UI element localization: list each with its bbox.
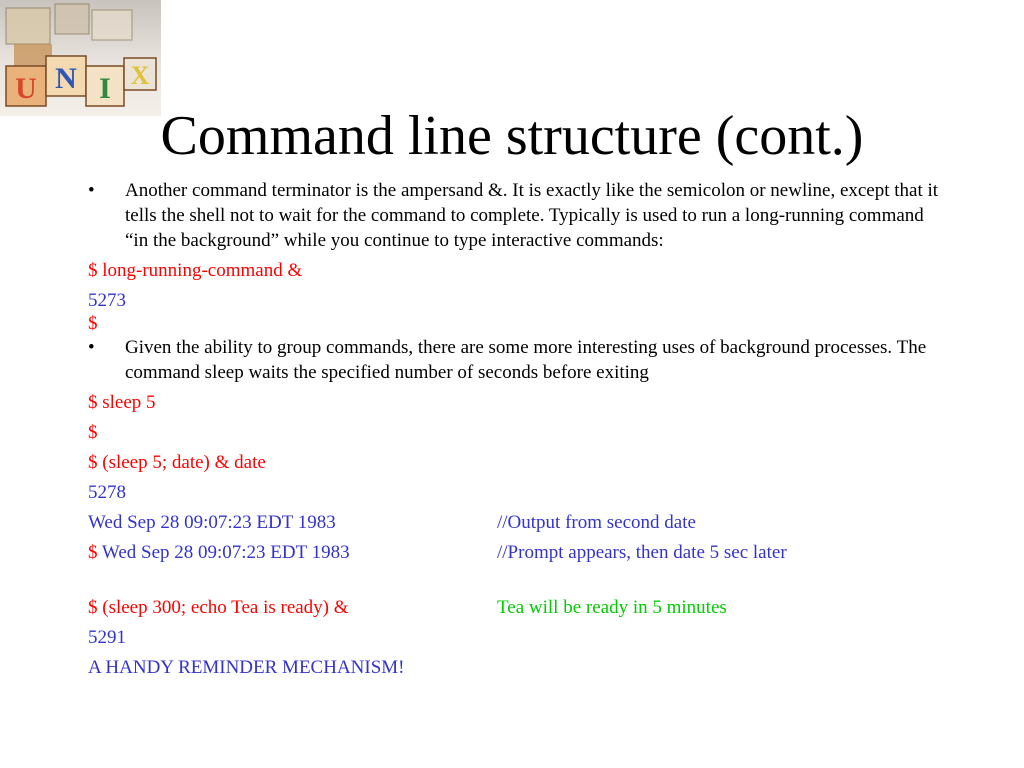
- slide-body: [88, 178, 948, 680]
- code-row: [88, 595, 948, 620]
- code-output: 5291: [88, 627, 126, 648]
- code-comment: Tea will be ready in 5 minutes: [497, 597, 727, 618]
- code-command: $ sleep 5: [88, 392, 156, 413]
- code-command: $ (sleep 300; echo Tea is ready) &: [88, 597, 349, 618]
- logo-letter: N: [55, 62, 77, 95]
- bullet-marker: •: [88, 337, 95, 358]
- code-prompt: $: [88, 542, 98, 563]
- spacer: [88, 565, 948, 595]
- bullet-item: [88, 335, 948, 385]
- code-output: Wed Sep 28 09:07:23 EDT 1983: [88, 512, 336, 533]
- code-output: A HANDY REMINDER MECHANISM!: [88, 657, 405, 678]
- code-output: Wed Sep 28 09:07:23 EDT 1983: [97, 542, 350, 563]
- bullet-text: Given the ability to group commands, there are some more interesting uses of background processes. The command sleep waits the specified number of seconds before exiting: [125, 337, 927, 383]
- code-comment: //Output from second date: [497, 512, 696, 533]
- code-prompt: $: [88, 313, 98, 334]
- code-command: $ (sleep 5; date) & date: [88, 452, 266, 473]
- code-output: 5273: [88, 290, 126, 311]
- code-output: 5278: [88, 482, 126, 503]
- bullet-item: [88, 178, 948, 253]
- code-comment: //Prompt appears, then date 5 sec later: [497, 542, 787, 563]
- code-prompt: $: [88, 422, 98, 443]
- code-row: [88, 510, 948, 535]
- logo-letter: X: [130, 61, 150, 90]
- bullet-text: Another command terminator is the ampersand &. It is exactly like the semicolon or newline, except that it tells the shell not to wait for the command to complete. Typically is used to run a long-running command “in the background” while you continue to type interactive commands:: [125, 180, 939, 251]
- slide-title: Command line structure (cont.): [160, 105, 864, 167]
- logo-letter: I: [99, 72, 111, 105]
- logo-letter: U: [15, 72, 37, 105]
- code-row: [88, 540, 948, 565]
- code-command: $ long-running-command &: [88, 260, 303, 281]
- bullet-marker: •: [88, 180, 95, 201]
